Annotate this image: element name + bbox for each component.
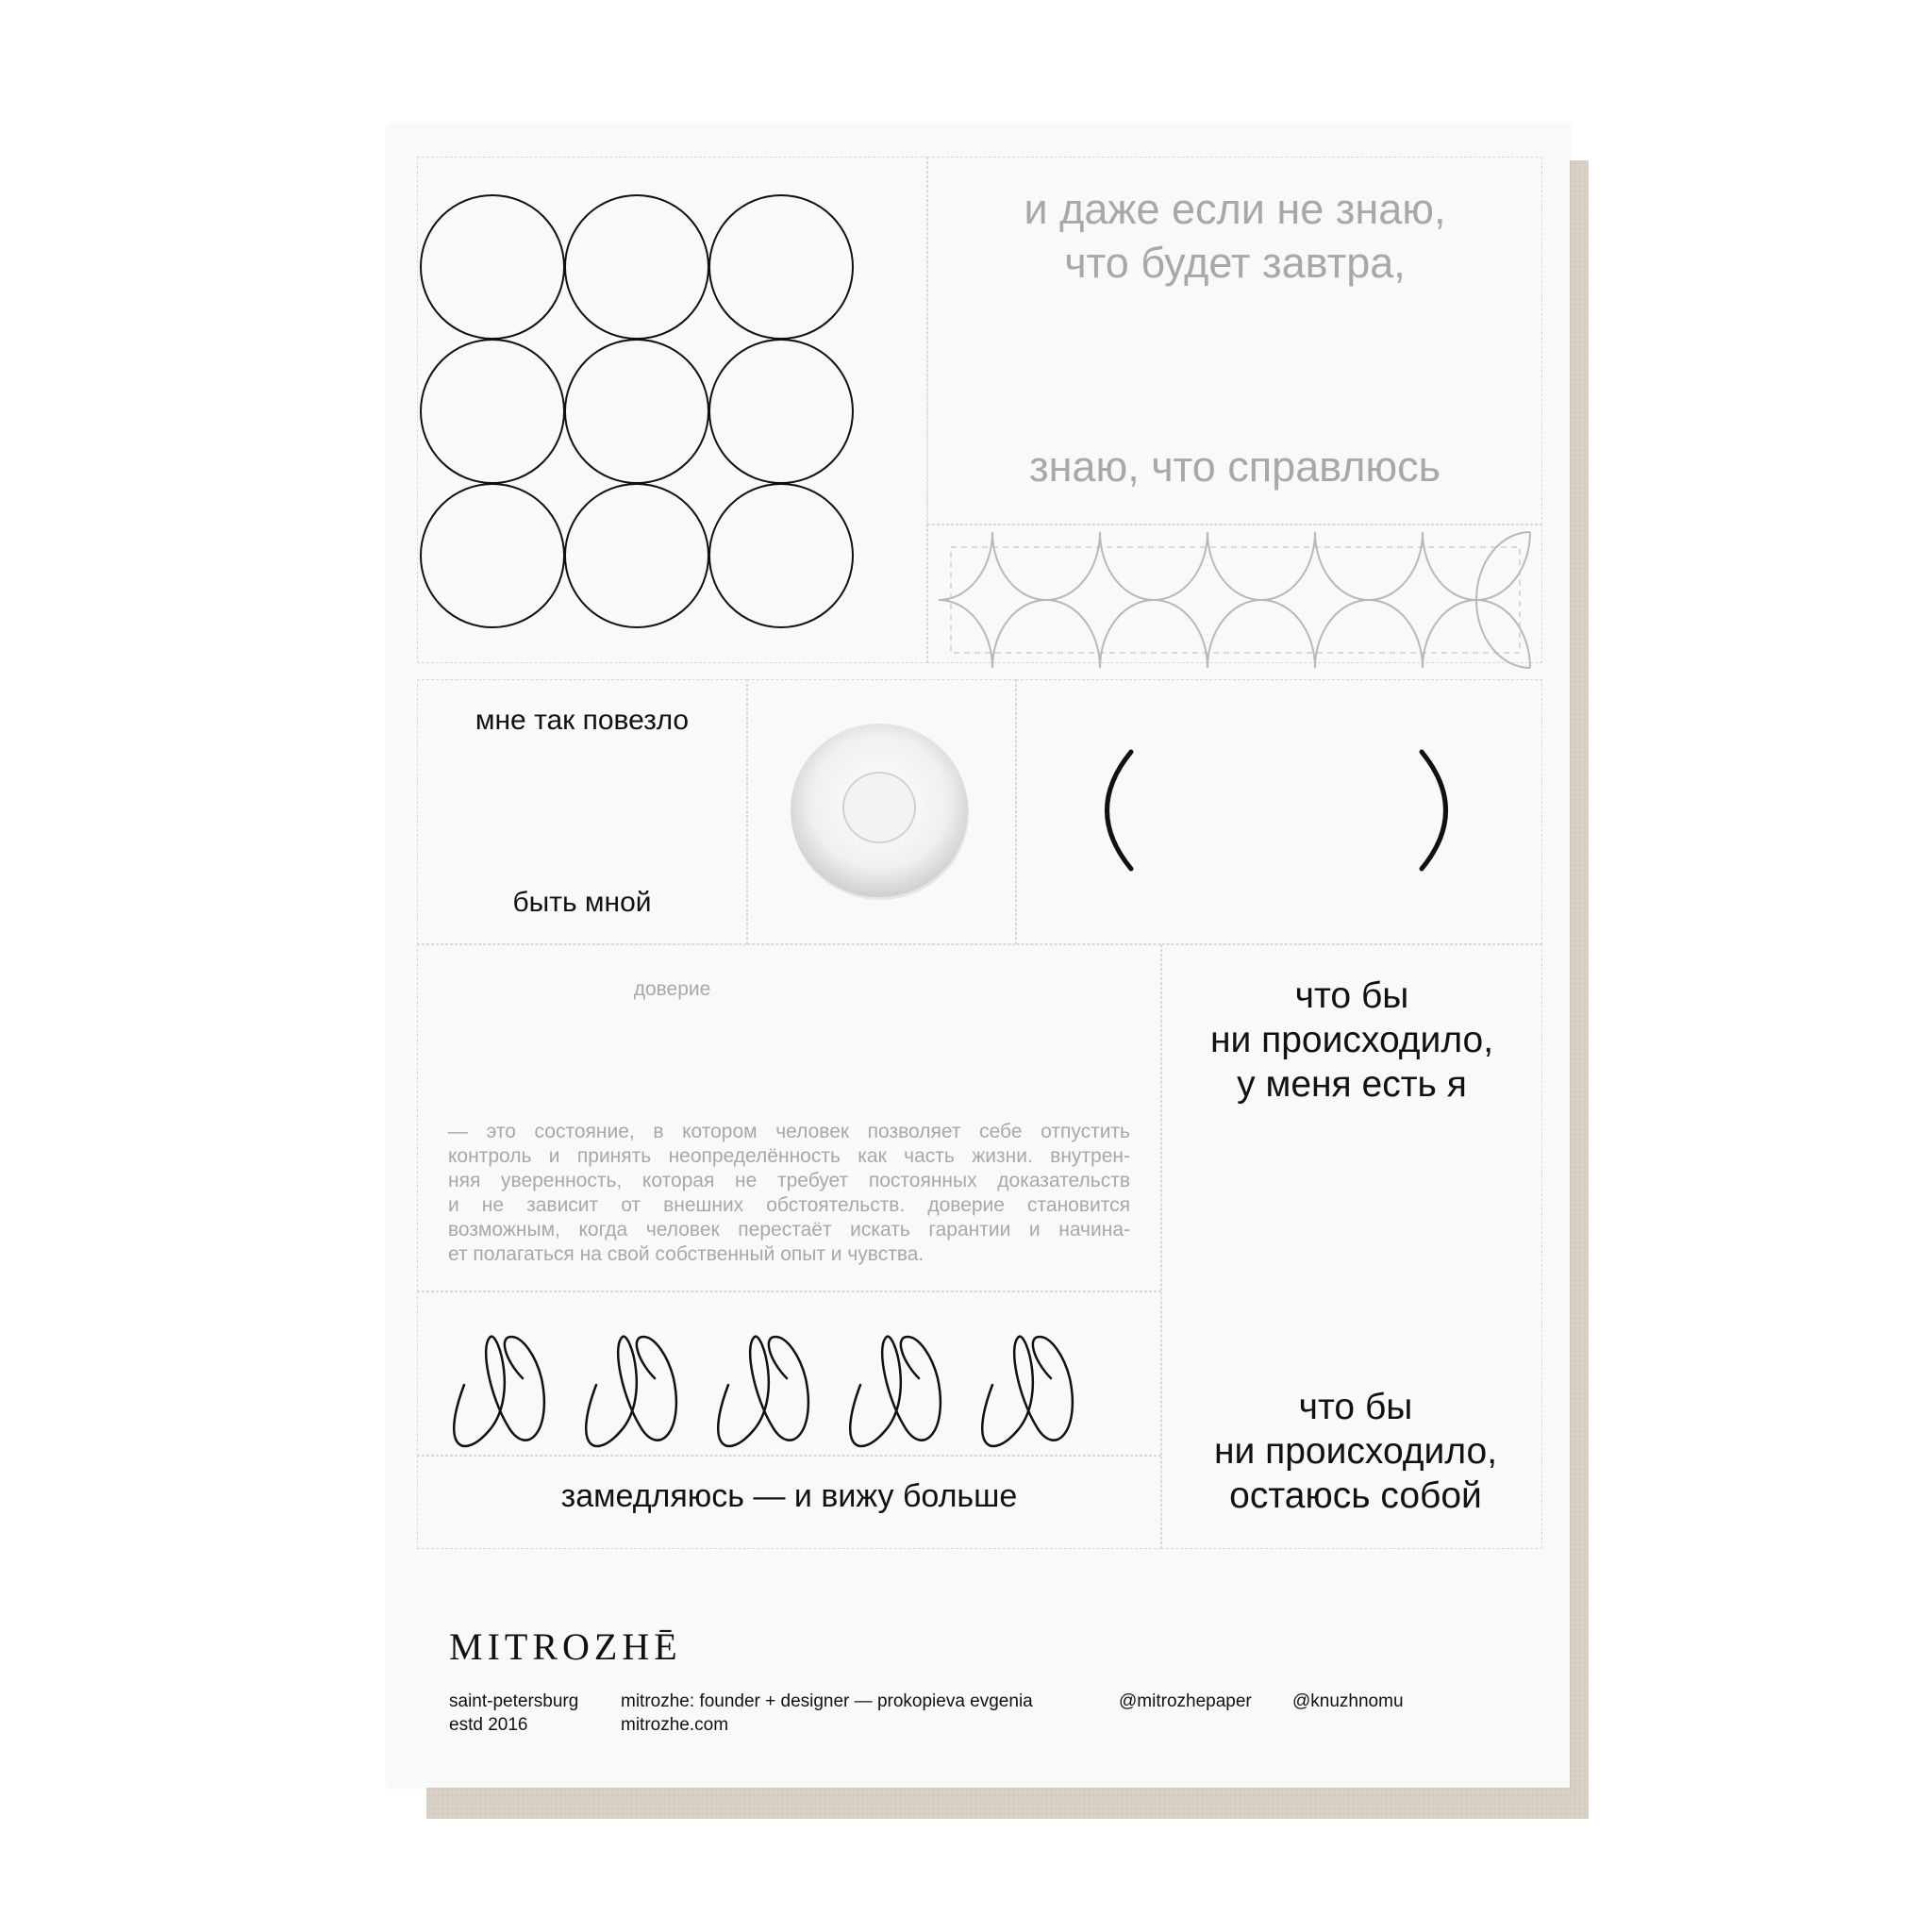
lucky-bottom-text: быть мной bbox=[512, 887, 652, 918]
whatever-1-line-3: у меня есть я bbox=[1237, 1064, 1467, 1105]
footer-city: saint-petersburg bbox=[449, 1691, 579, 1711]
whatever-2-line-2: ни происходило, bbox=[1213, 1431, 1498, 1472]
quote-line-1: и даже если не знаю, bbox=[1024, 185, 1446, 233]
trust-line: ет полагаться на свой собственный опыт и чувства. bbox=[448, 1243, 924, 1265]
instagram-handle-mitrozhepaper[interactable]: @mitrozhepaper bbox=[1119, 1691, 1252, 1711]
footer-founder: mitrozhe: founder + designer — prokopieva evgenia bbox=[621, 1691, 1033, 1711]
trust-line: няя уверенность, которая не требует постоянных доказательств bbox=[448, 1170, 1130, 1191]
whatever-1-line-1: что бы bbox=[1294, 975, 1409, 1016]
quote-line-3: знаю, что справлюсь bbox=[1028, 442, 1441, 491]
trust-line: контроль и принять неопределённость как часть жизни. внутрен- bbox=[448, 1145, 1130, 1167]
whatever-2-line-1: что бы bbox=[1298, 1387, 1413, 1427]
footer-estd: estd 2016 bbox=[449, 1715, 528, 1735]
trust-title: доверие bbox=[633, 978, 711, 1000]
footer-site-link[interactable]: mitrozhe.com bbox=[621, 1715, 729, 1735]
quote-line-2: что будет завтра, bbox=[1064, 239, 1406, 287]
postcard bbox=[387, 124, 1570, 1788]
slow-text: замедляюсь — и вижу больше bbox=[560, 1478, 1018, 1514]
whatever-2-line-3: остаюсь собой bbox=[1229, 1475, 1482, 1516]
instagram-handle-knuzhnomu[interactable]: @knuzhnomu bbox=[1292, 1691, 1404, 1711]
lucky-top-text: мне так повезло bbox=[475, 705, 690, 736]
loops-icon bbox=[387, 124, 1575, 1539]
trust-line: — это состояние, в котором человек позволяет себе отпустить bbox=[448, 1121, 1130, 1142]
trust-line: и не зависит от внешних обстоятельств. доверие становится bbox=[448, 1194, 1130, 1216]
trust-line: возможным, когда человек перестаёт искать гарантии и начина- bbox=[448, 1219, 1130, 1241]
whatever-1-line-2: ни происходило, bbox=[1209, 1020, 1494, 1060]
brand-logo: MITROZHĒ bbox=[449, 1625, 682, 1668]
